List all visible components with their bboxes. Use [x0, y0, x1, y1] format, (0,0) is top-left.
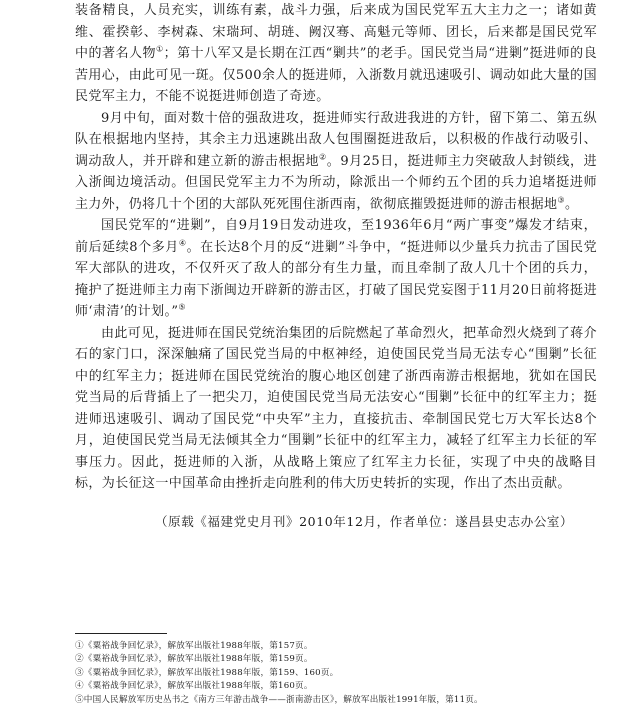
article-body: [75, 0, 597, 495]
paragraph-text: ；第十八军又是长期在江西“剿共”的老手。国民党当局“进剿”挺进师的良苦用心，由此可见一斑。仅500余人的挺进师，入浙数月就迅速吸引、调动如此大量的国民党军主力，不能不说挺进师创造了奇迹。: [75, 46, 597, 104]
footnotes: [75, 640, 597, 707]
footnote-4: ④《粟裕战争回忆录》，解放军出版社1988年版，第160页。: [75, 681, 313, 692]
paragraph-text: 国民党军的“进剿”，自9月19日发动进攻，至1936年6月“两广事变”爆发才结束，前后延续8个多月: [75, 218, 597, 255]
footnote-divider: [75, 633, 167, 634]
paragraph-text: 。在长达8个月的反“进剿”斗争中，“挺进师以少量兵力抗击了国民党军大部队的进攻，不仅歼灭了敌人的部分有生力量，而且牵制了敌人几十个团的兵力，掩护了挺进师主力南下浙闽边开辟新的游击区，打破了国民党妄图于11月20日前将挺进师‘肃清’的计划。”: [75, 239, 597, 319]
footnote-2: ②《粟裕战争回忆录》，解放军出版社1988年版，第159页。: [75, 654, 313, 665]
paragraph-4: [75, 323, 597, 495]
paragraph-1: [75, 0, 597, 108]
footnote-ref: ①: [155, 44, 164, 54]
paragraph-text: 9月中旬，面对数十倍的强敌进攻，挺进师实行敌进我进的方针，留下第二、第五纵队在根据地内坚持，其余主力迅速跳出敌人包围圈挺进敌后，以积极的作战行动吸引、调动敌人，并开辟和建立新的游击根据地: [75, 110, 597, 169]
footnote-5: ⑤中国人民解放军历史丛书之《南方三年游击战争——浙南游击区》，解放军出版社1991年版，第11页。: [75, 694, 483, 705]
footnote-ref: ⑤: [178, 302, 186, 312]
paragraph-text: 由此可见，挺进师在国民党统治集团的后院燃起了革命烈火，把革命烈火烧到了蒋介石的家门口，深深触痛了国民党当局的中枢神经，迫使国民党当局无法专心“围剿”长征中的红军主力；挺进师在国民党统治的腹心地区创建了浙西南游击根据地，犹如在国民党当局的后背插上了一把尖刀，迫使国民党当局无法安心“围剿”长征中的红军主力；挺进师迅速吸引、调动了国民党“中央军”主力，直接抗击、牵制国民党七万大军长达8个月，迫使国民党当局无法倾其全力“围剿”长征中的红军主力，减轻了红军主力长征的军事压力。因此，挺进师的入浙，从战略上策应了红军主力长征，实现了中央的战略目标，为长征这一中国革命由挫折走向胜利的伟大历史转折的实现，作出了杰出贡献。: [75, 325, 597, 491]
footnote-ref: ③: [557, 195, 565, 205]
footnote-1: ①《粟裕战争回忆录》，解放军出版社1988年版，第157页。: [75, 641, 313, 651]
paragraph-text: 装备精良，人员充实，训练有素，战斗力强，后来成为国民党军五大主力之一；诸如黄维、霍揆彰、李树森、宋瑞珂、胡琏、阙汉骞、高魁元等师、团长，后来都是国民党军中的著名人物: [75, 3, 597, 61]
paragraph-3: [75, 215, 597, 323]
footnote-3: ③《粟裕战争回忆录》，解放军出版社1988年版，第159、160页。: [75, 667, 339, 678]
source-note: （原载《福建党史月刊》2010年12月，作者单位：遂昌县史志办公室）: [155, 514, 574, 529]
paragraph-2: [75, 108, 597, 216]
footnote-ref: ④: [178, 238, 187, 248]
paragraph-text: 。9月25日，挺进师主力突破敌人封锁线，进入浙闽边境活动。但国民党军主力不为所动，除派出一个师约五个团的兵力追堵挺进师主力外，仍将几十个团的大部队死死围住浙西南，欲彻底摧毁挺进师的游击根据地: [75, 153, 597, 212]
paragraph-text: 。: [564, 196, 579, 212]
footnote-ref: ②: [319, 152, 327, 162]
